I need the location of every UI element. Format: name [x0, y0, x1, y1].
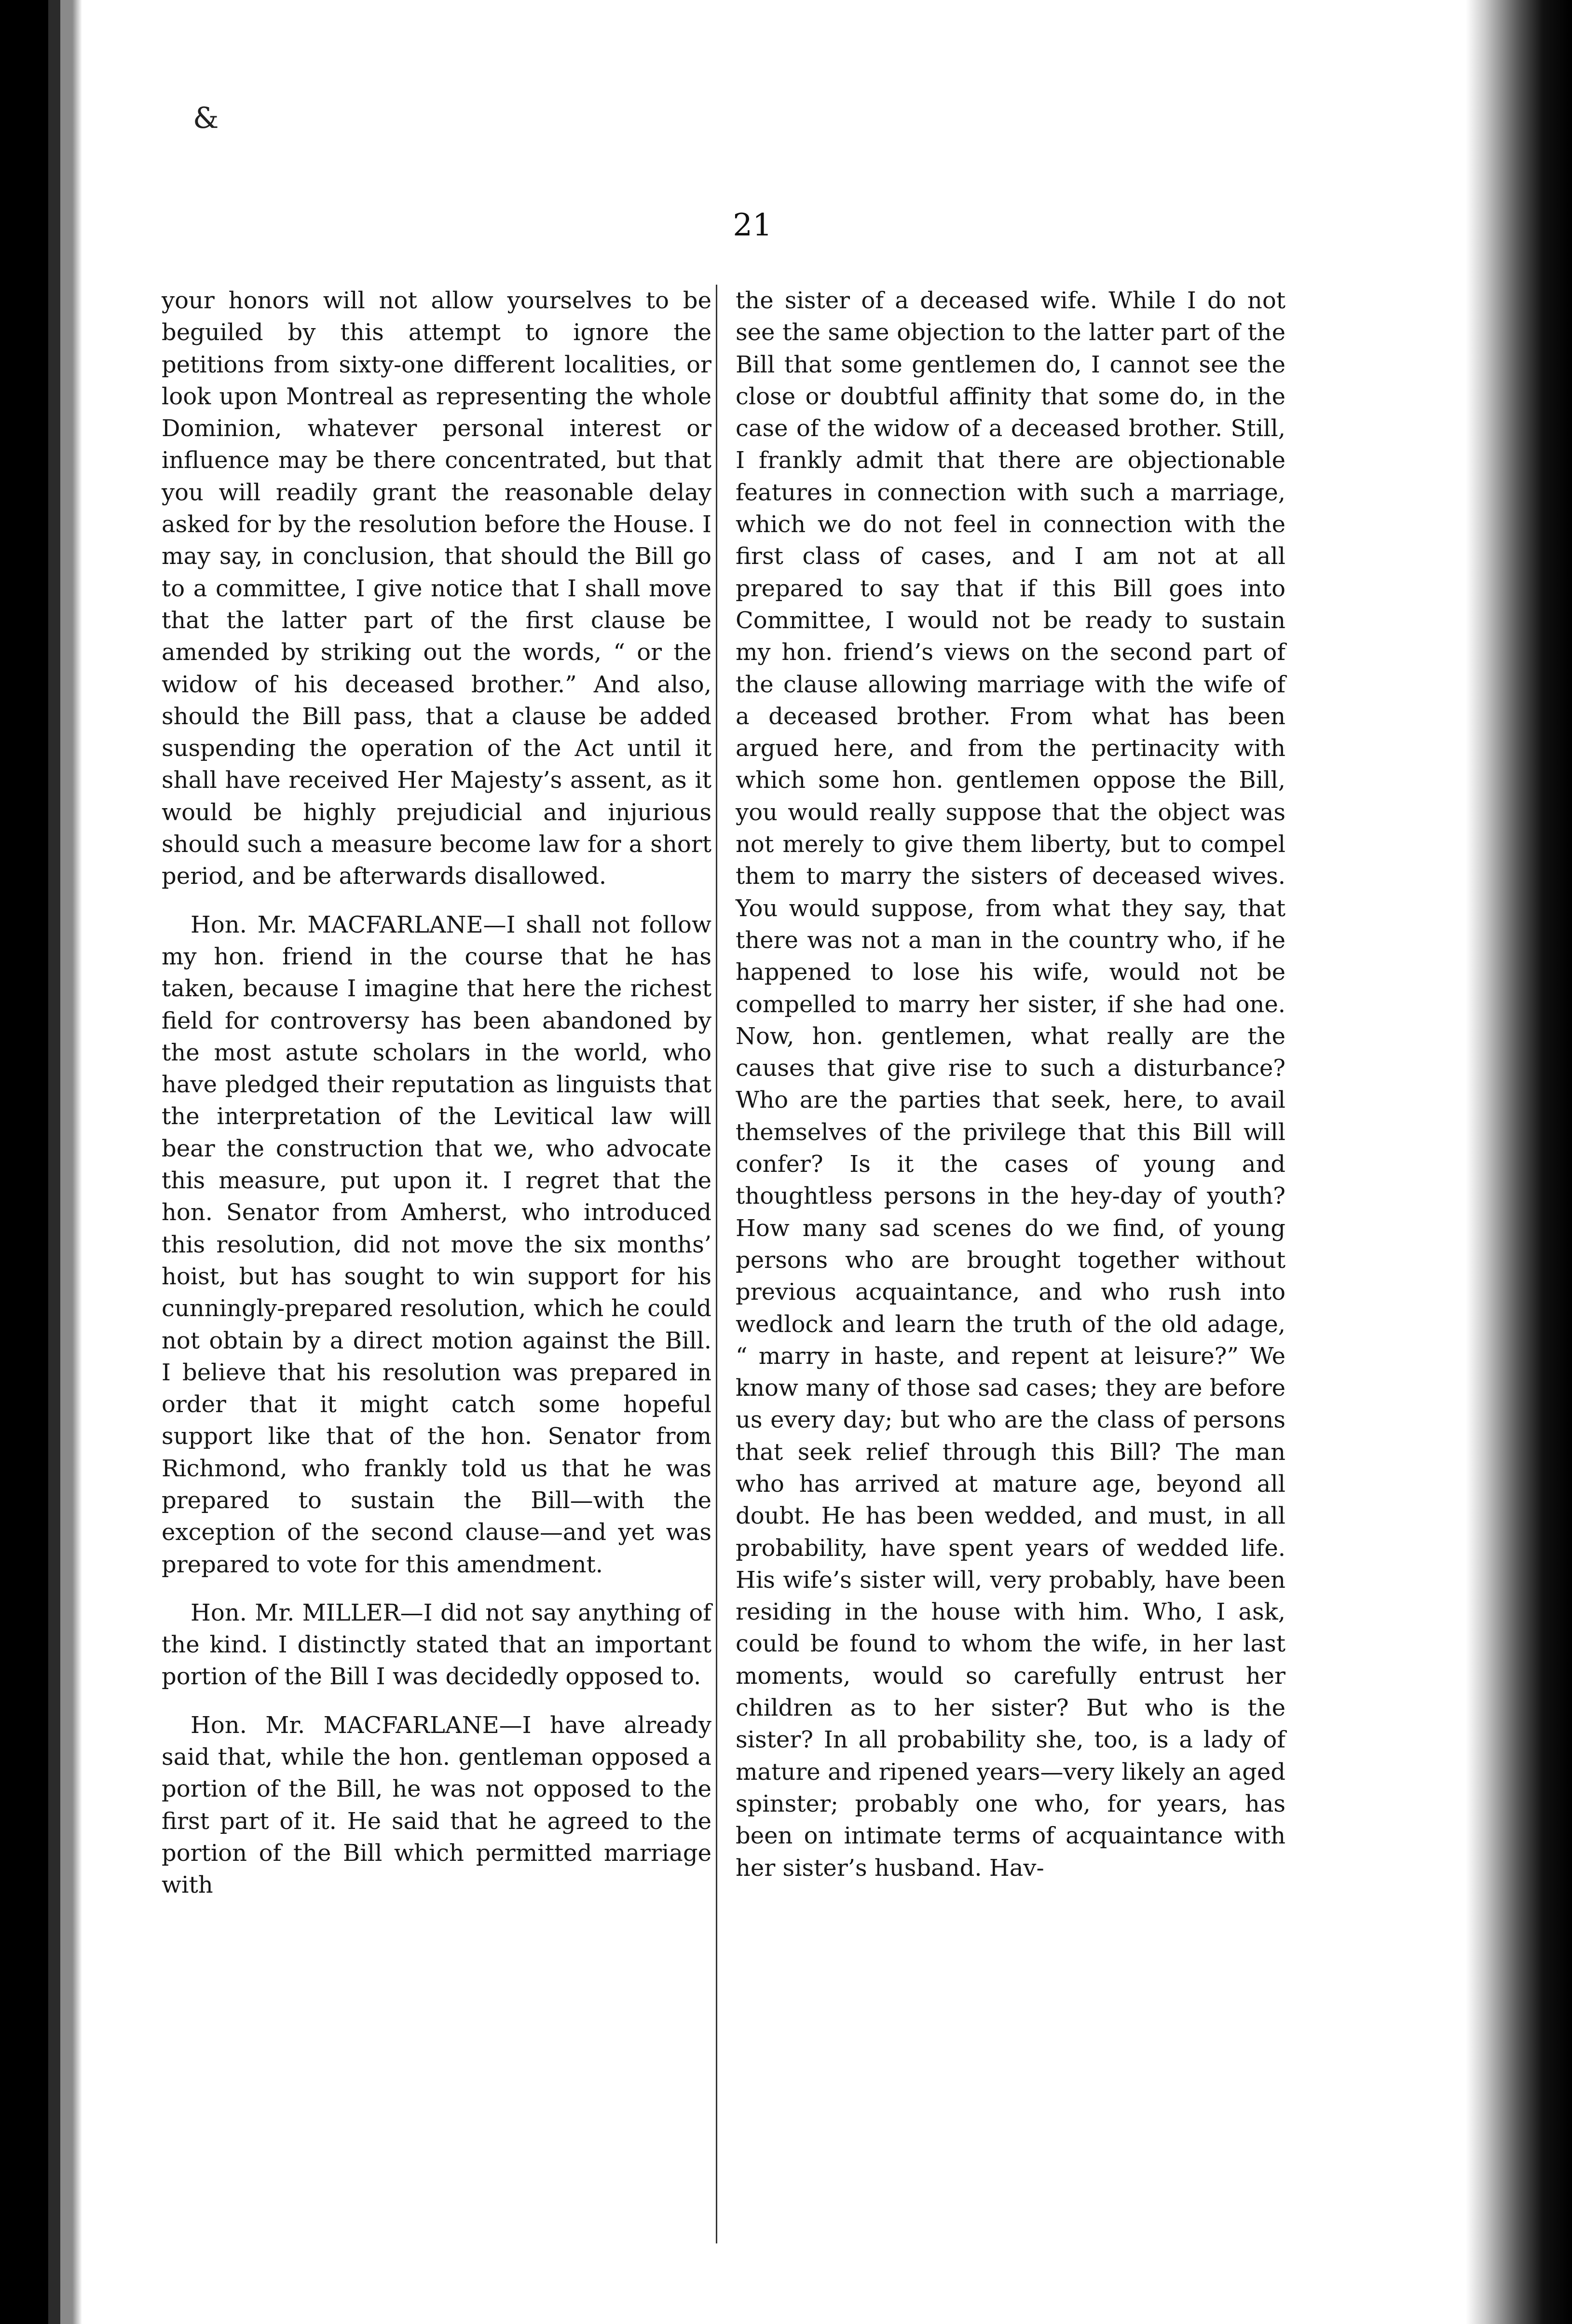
scan-left-edge — [0, 0, 82, 2324]
left-paragraph-2: Hon. Mr. MACFARLANE—I shall not follow my hon. friend in the course that he has taken, because I imagine that here the richest field for controversy has been abandoned by the most astute scholars in the world, who have pledged their reputation as linguists that the interpretation of the Levitical law will bear the construction that we, who advocate this measure, put upon it. I regret that the hon. Senator from Amherst, who introduced this resolution, did not move the six months’ hoist, but has sought to win support for his cunningly-prepared resolution, which he could not obtain by a direct motion against the Bill. I believe that his resolution was prepared in order that it might catch some hopeful support like that of the hon. Senator from Richmond, who frankly told us that he was prepared to sustain the Bill—with the exception of the second clause—and yet was prepared to vote for this amendment. — [162, 911, 711, 1578]
left-paragraph-1: your honors will not allow yourselves to be beguiled by this attempt to ignore the petitions from sixty-one different localities, or look upon Montreal as representing the whole Dominion, whatever personal interest or influence may be there concentrated, but that you will readily grant the reasonable delay asked for by the resolution before the House. I may say, in conclusion, that should the Bill go to a committee, I give notice that I shall move that the latter part of the first clause be amended by striking out the words, “ or the widow of his deceased brother.” And also, should the Bill pass, that a clause be added suspending the operation of the Act until it shall have received Her Majesty’s assent, as it would be highly prejudicial and injurious should such a measure become law for a short period, and be afterwards disallowed. — [162, 287, 711, 890]
ornament-mark: & — [193, 101, 219, 135]
scan-right-edge — [1466, 0, 1572, 2324]
document-page — [82, 0, 1466, 2324]
left-paragraph-4: Hon. Mr. MACFARLANE—I have already said that, while the hon. gentleman opposed a portion of the Bill, he was not opposed to the first part of it. He said that he agreed to the portion of the Bill which permitted marriage with — [162, 1711, 711, 1899]
right-paragraph-1: the sister of a deceased wife. While I do not see the same objection to the latter part of the Bill that some gentlemen do, I cannot see the close or doubtful affinity that some do, in the case of the widow of a deceased brother. Still, I frankly admit that there are objectionable features in connection with such a marriage, which we do not feel in connection with the first class of cases, and I am not at all prepared to say that if this Bill goes into Committee, I would not be ready to sustain my hon. friend’s views on the second part of the clause allowing marriage with the wife of a deceased brother. From what has been argued here, and from the pertinacity with which some hon. gentlemen oppose the Bill, you would really suppose that the object was not merely to give them liberty, but to compel them to marry the sisters of deceased wives. You would suppose, from what they say, that there was not a man in the country who, if he happened to lose his wife, would not be compelled to marry her sister, if she had one. Now, hon. gentlemen, what really are the causes that give rise to such a disturbance? Who are the parties that seek, here, to avail themselves of the privilege that this Bill will confer? Is it the cases of young and thoughtless persons in the hey-day of youth? How many sad scenes do we find, of young persons who are brought together without previous acquaintance, and who rush into wedlock and learn the truth of the old adage, “ marry in haste, and repent at leisure?” We know many of those sad cases; they are before us every day; but who are the class of persons that seek relief through this Bill? The man who has arrived at mature age, beyond all doubt. He has been wedded, and must, in all probability, have spent years of wedded life. His wife’s sister will, very probably, have been residing in the house with him. Who, I ask, could be found to whom the wife, in her last moments, would so carefully entrust her children as to her sister? But who is the sister? In all probability she, too, is a lady of mature and ripened years—very likely an aged spinster; probably one who, for years, has been on intimate terms of acquaintance with her sister’s husband. Hav- — [736, 287, 1285, 1882]
column-divider — [716, 285, 717, 2243]
page-number: 21 — [733, 207, 772, 243]
left-column — [162, 285, 711, 1901]
right-column — [736, 285, 1285, 1884]
left-paragraph-3: Hon. Mr. MILLER—I did not say anything of the kind. I distinctly stated that an important portion of the Bill I was decidedly opposed to. — [162, 1599, 711, 1691]
